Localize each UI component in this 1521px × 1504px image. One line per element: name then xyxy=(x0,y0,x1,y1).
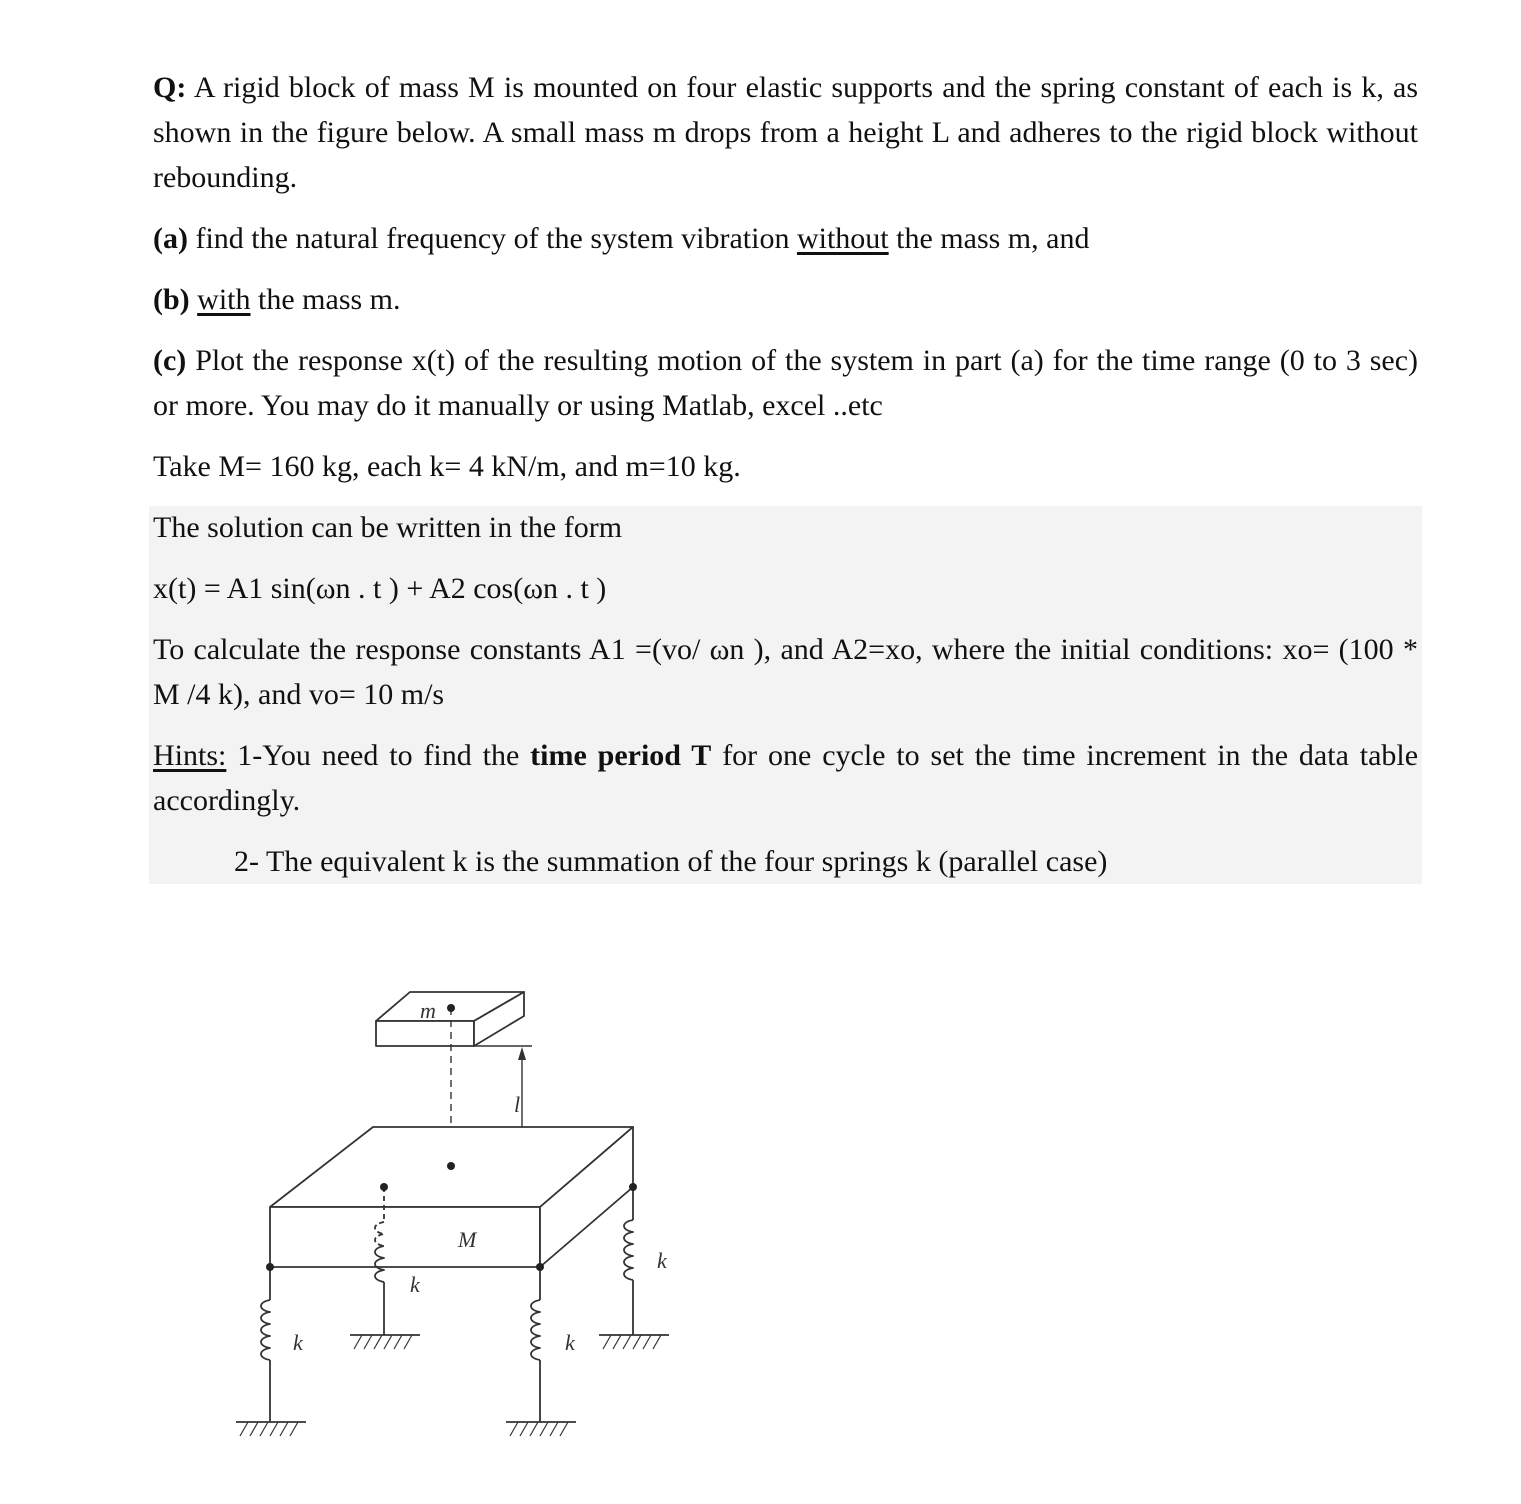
rigid-block xyxy=(270,1127,633,1267)
question-text: A rigid block of mass M is mounted on four elastic supports and the spring constant of each is k, as shown in the figure below. A small mass m drops from a height L and adheres to the rigid block without rebounding. xyxy=(153,71,1418,194)
hints-label: Hints: xyxy=(153,739,227,772)
label-k-front-right: k xyxy=(565,1330,575,1355)
part-b-underlined: with xyxy=(197,283,251,316)
part-c xyxy=(153,338,1418,428)
hint1-bold: time period T xyxy=(530,739,712,772)
small-mass-plate xyxy=(376,992,524,1046)
part-a-underlined: without xyxy=(796,222,889,255)
part-a-label: (a) xyxy=(153,222,188,255)
label-M: M xyxy=(458,1227,477,1252)
part-c-label: (c) xyxy=(153,344,187,377)
part-b-label: (b) xyxy=(153,283,190,316)
label-k-back-left: k xyxy=(410,1272,420,1297)
label-l: l xyxy=(514,1092,521,1117)
solution-equation: x(t) = A1 sin(ωn . t ) + A2 cos(ωn . t ) xyxy=(153,572,607,605)
question-label: Q: xyxy=(153,71,187,104)
part-a-text-after: the mass m, and xyxy=(896,222,1090,255)
label-k-front-left: k xyxy=(293,1330,303,1355)
solution-intro: The solution can be written in the form xyxy=(153,511,623,544)
part-b xyxy=(153,277,401,322)
hint1-before: 1-You need to find the xyxy=(237,739,520,772)
solution-constants: To calculate the response constants A1 =(vo/ ωn ), and A2=xo, where the initial conditions: xo= (100 * M /4 k), and vo= 10 m/s xyxy=(153,633,1418,711)
spring-mass-figure xyxy=(220,975,700,1445)
part-b-text-after: the mass m. xyxy=(258,283,401,316)
given-values: Take M= 160 kg, each k= 4 kN/m, and m=10 kg. xyxy=(153,450,741,483)
hints-paragraph xyxy=(153,733,1418,823)
hint1-after: for one cycle to set the time increment in the data table accordingly. xyxy=(153,739,1419,817)
label-m: m xyxy=(420,998,436,1023)
question-paragraph xyxy=(153,65,1418,200)
label-k-back-right: k xyxy=(657,1248,667,1273)
part-a xyxy=(153,216,1089,261)
part-a-text-before: find the natural frequency of the system vibration xyxy=(195,222,790,255)
part-c-text: Plot the response x(t) of the resulting motion of the system in part (a) for the time range (0 to 3 sec) or more. You may do it manually or using Matlab, excel ..etc xyxy=(153,344,1418,422)
hint2: 2- The equivalent k is the summation of the four springs k (parallel case) xyxy=(234,845,1108,878)
